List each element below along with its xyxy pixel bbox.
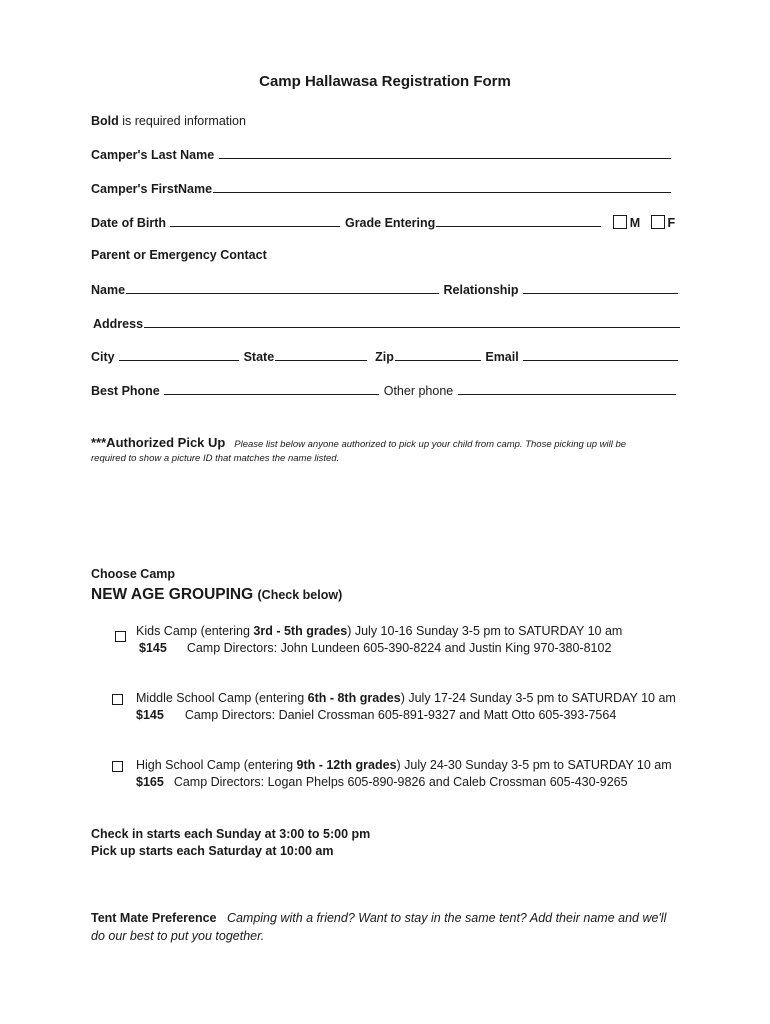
email-field[interactable] xyxy=(523,349,678,361)
high-camp-price: $165 xyxy=(136,775,164,789)
middle-camp-checkbox[interactable] xyxy=(112,694,123,705)
zip-label: Zip xyxy=(375,350,394,364)
city-label: City xyxy=(91,350,115,364)
city-row xyxy=(91,349,679,364)
middle-camp-line-1 xyxy=(136,690,676,707)
pickup-label: ***Authorized Pick Up xyxy=(91,435,226,450)
pickup-time-text: Pick up starts each Saturday at 10:00 am xyxy=(91,844,334,858)
pickup-row xyxy=(91,434,626,452)
choose-camp-heading: Choose Camp xyxy=(91,567,176,581)
intro-bold: Bold xyxy=(91,114,119,128)
high-camp-dates: ) July 24-30 Sunday 3-5 pm to SATURDAY 10 am xyxy=(396,758,672,772)
grouping-heading xyxy=(91,586,342,604)
kids-camp-line-1 xyxy=(136,623,622,640)
kids-camp-checkbox[interactable] xyxy=(115,631,126,642)
grouping-title: NEW AGE GROUPING xyxy=(91,586,254,603)
last-name-field[interactable] xyxy=(219,147,671,159)
grouping-note: (Check below) xyxy=(257,588,343,602)
high-camp-directors: Camp Directors: Logan Phelps 605-890-9826 and Caleb Crossman 605-430-9265 xyxy=(173,775,628,789)
address-field[interactable] xyxy=(144,316,680,328)
relationship-field[interactable] xyxy=(523,282,678,294)
relationship-label: Relationship xyxy=(443,283,519,297)
address-row xyxy=(93,316,681,331)
first-name-label: Camper's FirstName xyxy=(91,182,213,196)
high-camp-grades: 9th - 12th grades xyxy=(296,758,397,772)
female-label: F xyxy=(667,216,676,230)
high-camp-line-1 xyxy=(136,757,672,774)
middle-camp-name: Middle School Camp (entering xyxy=(136,691,308,705)
parent-section-label: Parent or Emergency Contact xyxy=(91,248,267,262)
first-name-field[interactable] xyxy=(213,181,671,193)
kids-camp-dates: ) July 10-16 Sunday 3-5 pm to SATURDAY 10 am xyxy=(347,624,623,638)
zip-field[interactable] xyxy=(395,349,481,361)
high-camp-name: High School Camp (entering xyxy=(136,758,297,772)
first-name-row xyxy=(91,181,672,196)
pickup-note-1: Please list below anyone authorized to pick up your child from camp. Those picking up will be xyxy=(234,439,627,450)
last-name-row xyxy=(91,147,672,162)
dob-field[interactable] xyxy=(170,215,340,227)
tent-label: Tent Mate Preference xyxy=(91,911,217,925)
dob-grade-row xyxy=(91,215,675,230)
kids-camp-name: Kids Camp (entering xyxy=(136,624,254,638)
parent-name-label: Name xyxy=(91,283,126,297)
grade-field[interactable] xyxy=(436,215,601,227)
email-label: Email xyxy=(485,350,519,364)
middle-camp-price: $145 xyxy=(136,708,164,722)
middle-camp-directors: Camp Directors: Daniel Crossman 605-891-9327 and Matt Otto 605-393-7564 xyxy=(184,708,617,722)
state-label: State xyxy=(243,350,275,364)
form-title: Camp Hallawasa Registration Form xyxy=(259,73,511,90)
middle-camp-dates: ) July 17-24 Sunday 3-5 pm to SATURDAY 10 am xyxy=(400,691,676,705)
best-phone-field[interactable] xyxy=(164,383,379,395)
phone-row xyxy=(91,383,677,398)
address-label: Address xyxy=(93,317,144,331)
city-field[interactable] xyxy=(119,349,239,361)
checkin-text: Check in starts each Sunday at 3:00 to 5:00 pm xyxy=(91,827,371,841)
tent-note-1: Camping with a friend? Want to stay in the same tent? Add their name and we'll xyxy=(226,911,667,925)
parent-name-row xyxy=(91,282,679,297)
kids-camp-directors: Camp Directors: John Lundeen 605-390-8224 and Justin King 970-380-8102 xyxy=(186,641,612,655)
pickup-note-2: required to show a picture ID that matches the name listed. xyxy=(91,453,340,464)
intro-rest: is required information xyxy=(118,114,246,128)
other-phone-label: Other phone xyxy=(383,384,454,398)
state-field[interactable] xyxy=(275,349,367,361)
male-label: M xyxy=(629,216,641,230)
dob-label: Date of Birth xyxy=(91,216,166,230)
middle-camp-grades: 6th - 8th grades xyxy=(307,691,401,705)
parent-name-field[interactable] xyxy=(126,282,439,294)
tent-row xyxy=(91,911,666,925)
kids-camp-grades: 3rd - 5th grades xyxy=(253,624,348,638)
grade-label: Grade Entering xyxy=(344,216,436,230)
female-checkbox[interactable] xyxy=(651,215,665,229)
intro-line xyxy=(91,114,246,128)
male-checkbox[interactable] xyxy=(613,215,627,229)
last-name-label: Camper's Last Name xyxy=(91,148,215,162)
kids-camp-price: $145 xyxy=(139,641,167,655)
other-phone-field[interactable] xyxy=(458,383,676,395)
high-camp-line-2 xyxy=(136,774,628,791)
middle-camp-line-2 xyxy=(136,707,616,724)
best-phone-label: Best Phone xyxy=(91,384,160,398)
kids-camp-line-2 xyxy=(139,640,611,657)
tent-note-2: do our best to put you together. xyxy=(91,929,265,943)
high-camp-checkbox[interactable] xyxy=(112,761,123,772)
